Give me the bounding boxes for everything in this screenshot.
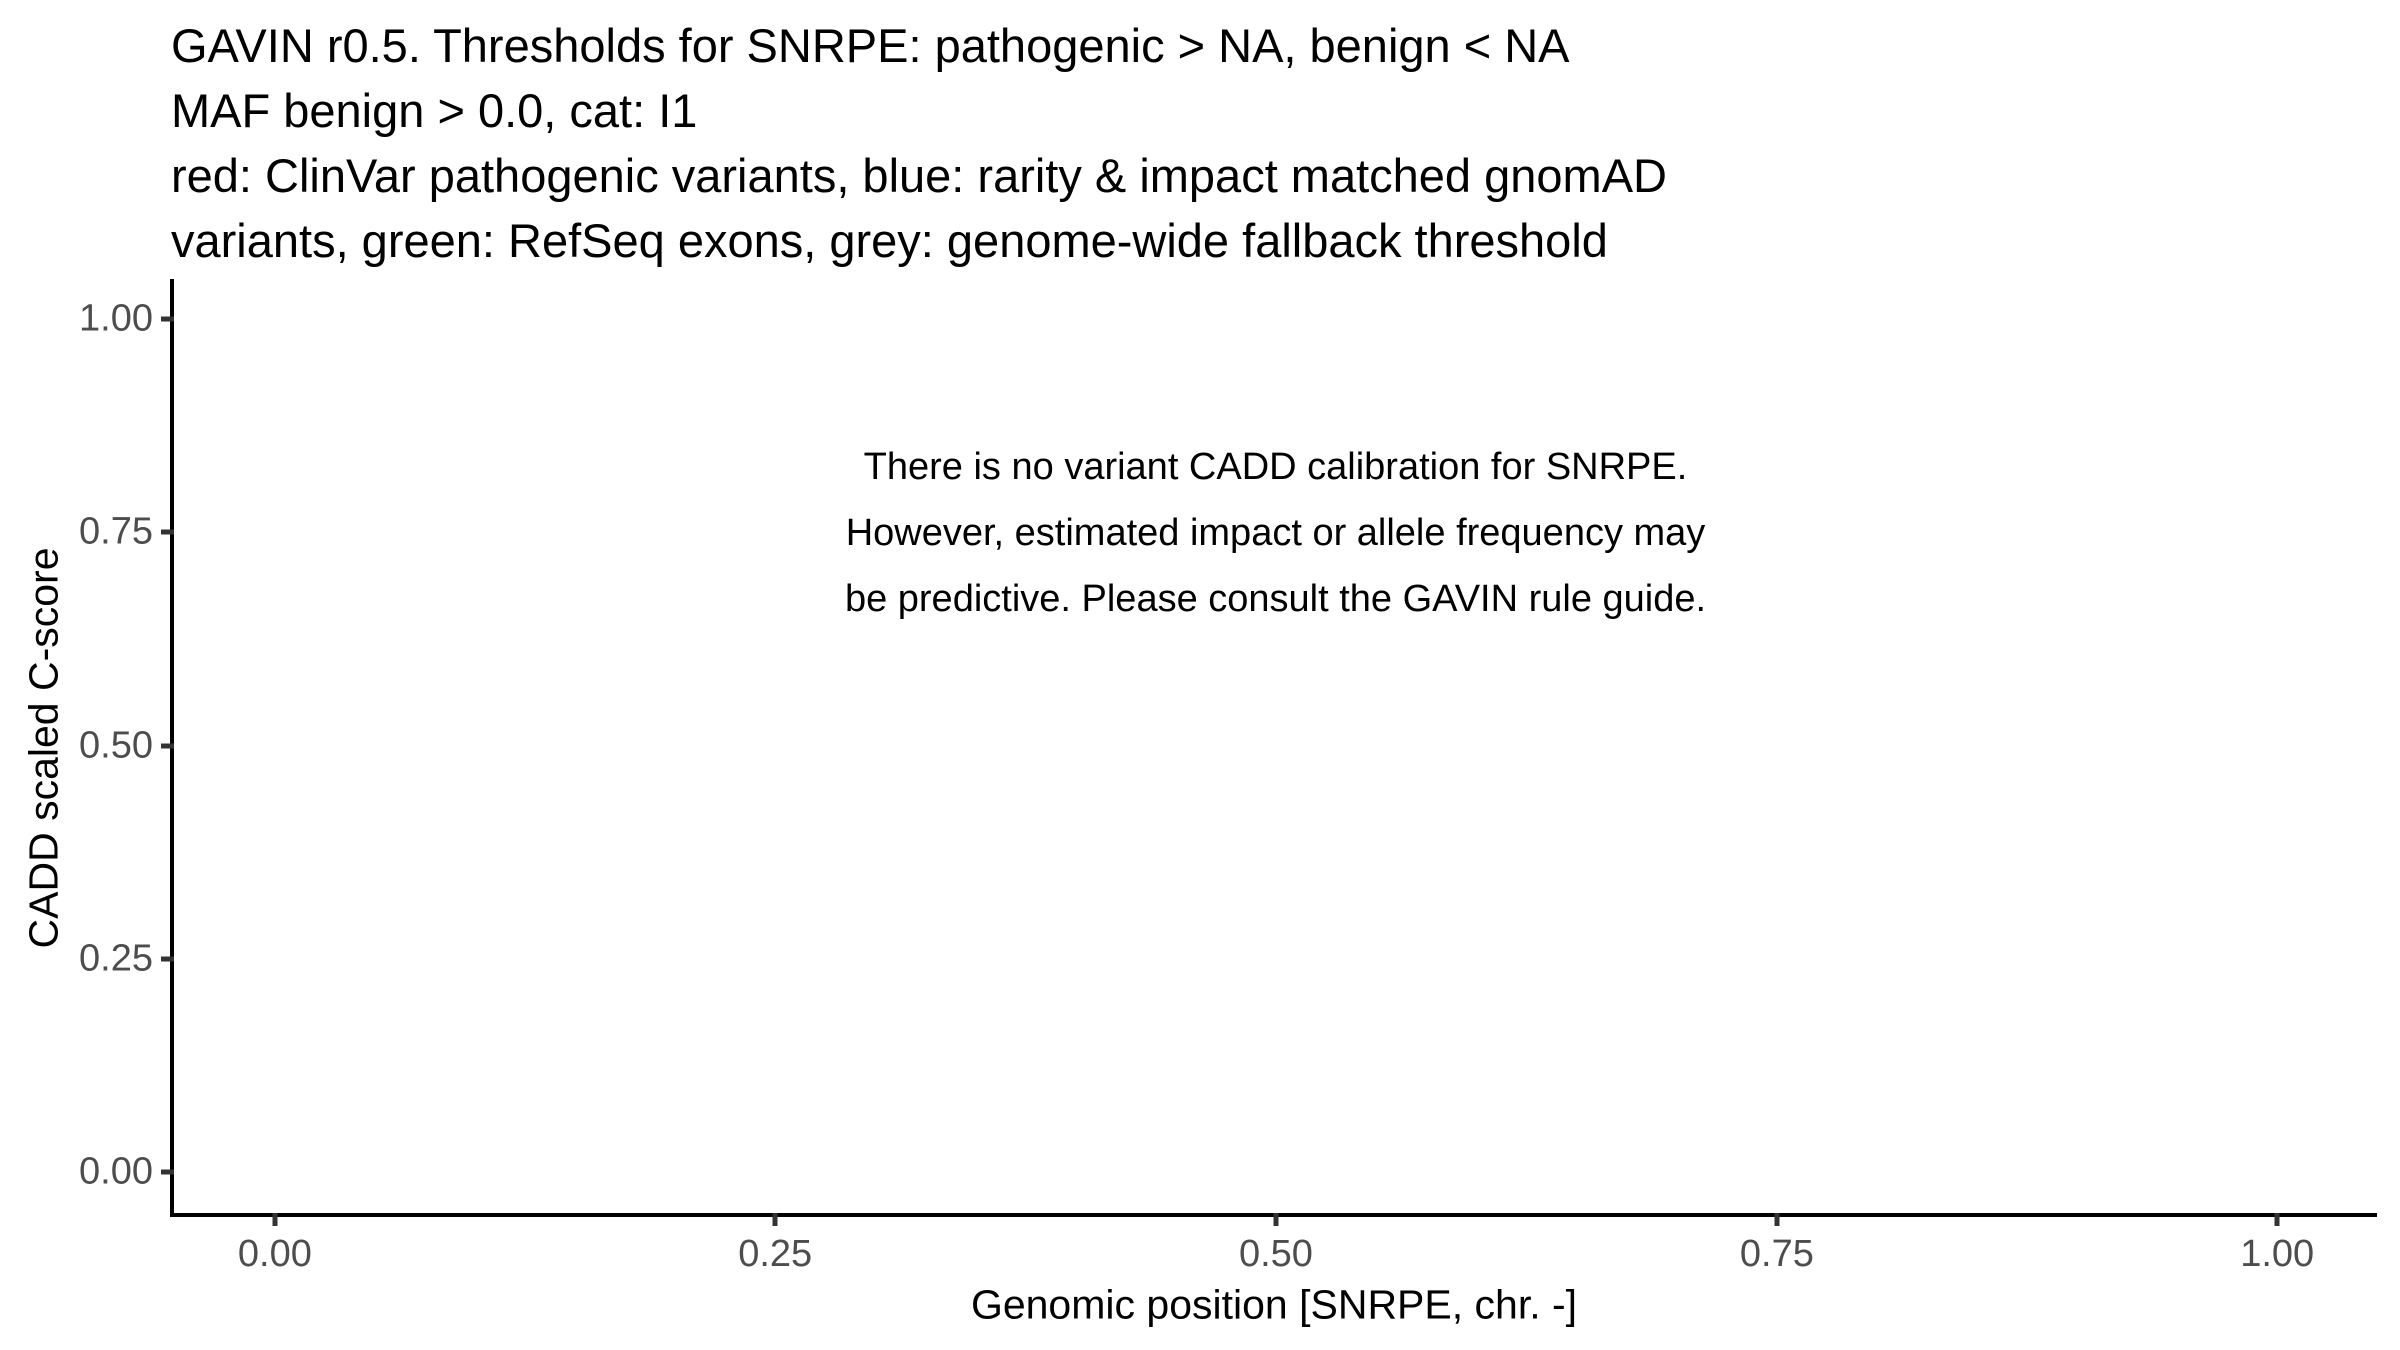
plot-panel [79,279,2377,1275]
x-axis-title: Genomic position [SNRPE, chr. -] [970,1281,1578,1328]
chart-title-line-1: GAVIN r0.5. Thresholds for SNRPE: pathogenic > NA, benign < NA [171,19,1570,72]
y-tick-label-0.25: 0.25 [79,937,153,980]
y-tick-label-0.00: 0.00 [79,1150,153,1193]
y-tick-mark-0.75 [161,530,174,535]
y-tick-mark-0.25 [161,956,174,961]
x-tick-label-0.75: 0.75 [1739,1233,1814,1275]
chart-title [171,13,1667,273]
y-tick-mark-0.50 [161,743,174,748]
chart-title-line-4: variants, green: RefSeq exons, grey: genome-wide fallback threshold [171,214,1608,267]
annotation-line-3: be predictive. Please consult the GAVIN rule guide. [844,578,1707,620]
x-tick-mark-0.00 [272,1213,277,1226]
x-tick-label-0.25: 0.25 [738,1233,813,1275]
y-tick-mark-1.00 [161,316,174,321]
x-tick-label-0.00: 0.00 [237,1233,312,1275]
annotation-line-2: However, estimated impact or allele frequency may [845,512,1706,554]
annotation-line-1: There is no variant CADD calibration for SNRPE. [863,446,1688,488]
y-tick-label-0.75: 0.75 [79,510,153,553]
x-tick-mark-1.00 [2275,1213,2280,1226]
y-tick-label-0.50: 0.50 [79,724,153,767]
y-axis-title: CADD scaled C-score [20,547,67,949]
y-tick-label-1.00: 1.00 [79,297,153,340]
x-tick-label-1.00: 1.00 [2240,1233,2315,1275]
x-tick-mark-0.50 [1273,1213,1278,1226]
chart-title-line-3: red: ClinVar pathogenic variants, blue: rarity & impact matched gnomAD [171,149,1667,202]
no-calibration-annotation [845,434,1706,632]
y-tick-mark-0.00 [161,1169,174,1174]
x-tick-label-0.50: 0.50 [1238,1233,1313,1275]
x-tick-mark-0.75 [1774,1213,1779,1226]
x-tick-mark-0.25 [773,1213,778,1226]
chart-title-line-2: MAF benign > 0.0, cat: I1 [171,84,698,137]
